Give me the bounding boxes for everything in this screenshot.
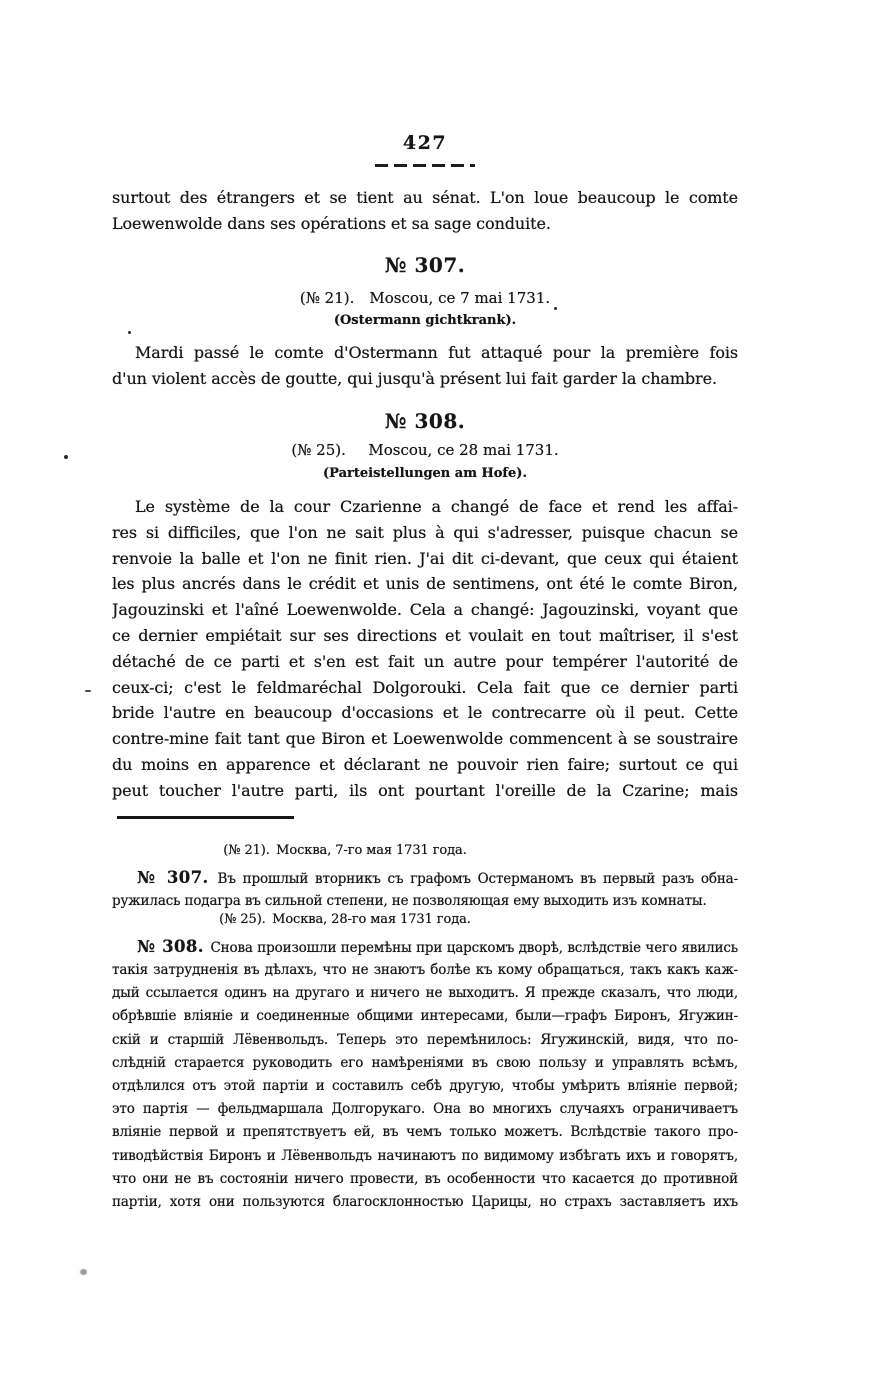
entry-308-body: Le système de la cour Czarienne a changé de face et rend les affai- res si difficiles, que l'on ne sait plus à qui s'adresser, puisque chacun se renvoie la balle et l'on ne finit rien. J'ai dit ci-devant, que ceux qui étaient les plus ancrés dans le crédit et unis de sentimens, ont été le comte Biron, Jagouzinski et l'aîné Loewenwolde. Cela a changé: Jagouzinski, voyant que ce dernier empiétait sur ses directions et voulait en tout maîtriser, il s'est détaché de ce parti et s'en est fait un autre pour tempérer l'autorité de ceux-ci; c'est le feldmaréchal Dolgorouki. Cela fait que ce dernier parti bride l'autre en beaucoup d'occasions et le contrecarre où il peut. Cette contre-mine fait tant que Biron et Loewenwolde commencent à se soustraire du moins en apparence et déclarant ne pouvoir rien faire; surtout ce qui peut toucher l'autre parti, ils ont pourtant l'oreille de la Czarine; mais bbox=[112, 497, 738, 800]
intro-paragraph: surtout des étrangers et se tient au sénat. L'on loue beaucoup le comte Loewenwolde dans ses opérations et sa sage conduite. bbox=[112, 188, 738, 233]
footnote-308-dateline: (№ 25). Москва, 28-го мая 1731 года. bbox=[219, 912, 471, 927]
entry-307-german-note: (Ostermann gichtkrank). bbox=[333, 313, 517, 328]
scan-speck bbox=[64, 455, 68, 459]
footnote-307-body: № 307. Въ прошлый вторникъ съ графомъ Остерманомъ въ первый разъ обна- ружилась подагра въ сильной степени, не позволяющая ему выходить изъ комнаты. bbox=[112, 868, 738, 909]
page-number-rule bbox=[375, 164, 475, 167]
scan-speck bbox=[80, 1269, 87, 1275]
entry-308-dateline: (№ 25). Moscou, ce 28 mai 1731. bbox=[291, 441, 559, 459]
page-number: 427 bbox=[402, 132, 448, 154]
scan-speck bbox=[554, 307, 557, 310]
entry-307-body: Mardi passé le comte d'Ostermann fut attaqué pour la première fois d'un violent accès de goutte, qui jusqu'à présent lui fait garder la chambre. bbox=[112, 343, 738, 388]
entry-307-dateline: (№ 21). Moscou, ce 7 mai 1731. bbox=[299, 289, 551, 307]
footnote-308-body: № 308. Снова произошли перемѣны при царскомъ дворѣ, вслѣдствіе чего явились такія затрудненія въ дѣлахъ, что не знаютъ болѣе къ кому обращаться, такъ какъ каж- дый ссылается одинъ на другаго и ничего не выходитъ. Я прежде сказалъ, что люди, обрѣвшіе вліяніе и соединенные общими интересами, были—графъ Биронъ, Ягужин- скій и старшій Лёвенвольдъ. Теперь это перемѣнилось: Ягужинскій, видя, что по- слѣдній старается руководить его намѣреніями въ свою пользу и управлять всѣмъ, отдѣлился отъ этой партіи и составилъ себѣ другую, чтобы умѣрить вліяніе первой; это партія — фельдмаршала Долгорукаго. Она во многихъ случаяхъ ограничиваетъ вліяніе первой и препятствуетъ ей, въ чемъ только можетъ. Вслѣдствіе такого про- тиводѣйствія Биронъ и Лёвенвольдъ начинаютъ по видимому избѣгать ихъ и говорятъ, что они не въ состояніи ничего провести, въ особенности что касается до противной партіи, хотя они пользуются благосклонностью Царицы, но страхъ заставляетъ ихъ bbox=[112, 937, 738, 1211]
entry-308-german-note: (Parteistellungen am Hofe). bbox=[323, 466, 527, 481]
footnote-307-dateline: (№ 21). Москва, 7-го мая 1731 года. bbox=[223, 843, 467, 858]
footnote-separator-rule bbox=[117, 816, 294, 819]
scan-speck bbox=[128, 331, 131, 334]
entry-308-heading: № 308. bbox=[384, 409, 466, 433]
scan-speck bbox=[85, 690, 91, 692]
entry-307-heading: № 307. bbox=[384, 253, 466, 277]
